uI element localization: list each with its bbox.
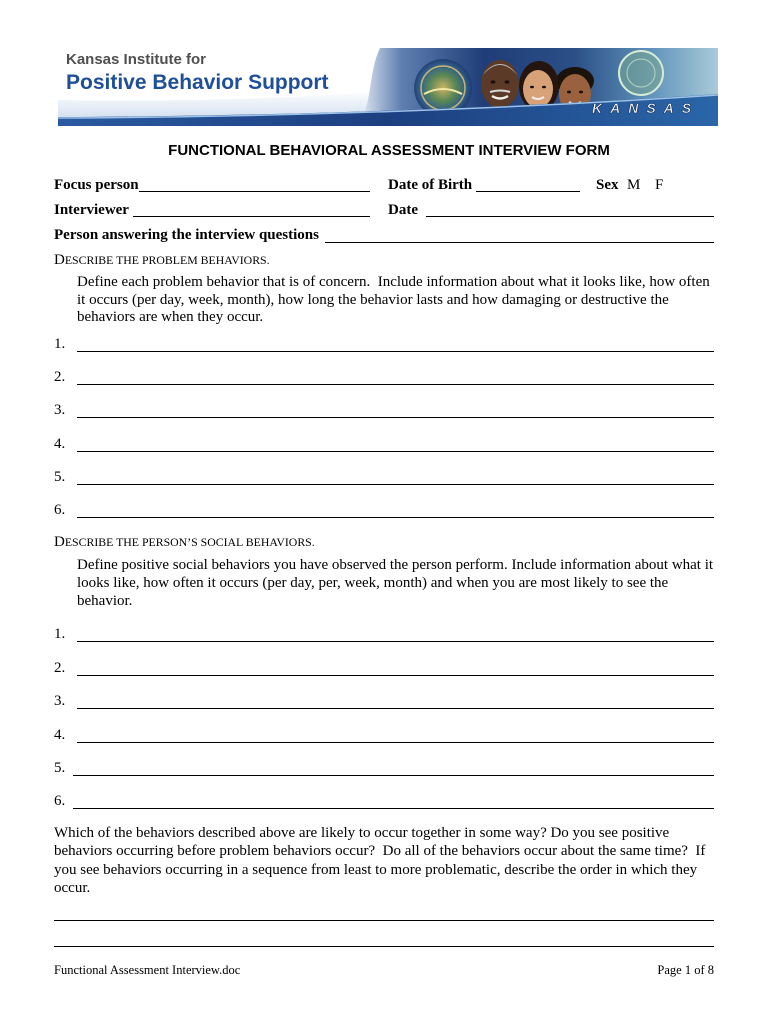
problem-behavior-answer-1[interactable] [77, 336, 714, 352]
co-occurrence-answer-2[interactable] [54, 931, 714, 947]
problem-behavior-answer-3[interactable] [77, 402, 714, 418]
problem-behavior-item [54, 369, 714, 386]
question-line: Which of the behaviors described above are likely to occur together in some way? Do you see positive [54, 824, 670, 841]
focus-person-label: Focus person [54, 176, 139, 193]
item-number: 6. [54, 502, 66, 518]
social-behavior-answer-3[interactable] [77, 693, 714, 709]
instruction-line: behaviors are when they occur. [77, 309, 264, 326]
problem-behavior-item [54, 336, 714, 353]
person-photo-woman [519, 61, 559, 111]
problem-behavior-item [54, 402, 714, 419]
item-number: 1. [54, 335, 66, 352]
social-behaviors-instructions [77, 556, 713, 610]
sex-label: Sex [596, 176, 619, 193]
problem-behaviors-instructions [77, 274, 710, 327]
social-behavior-answer-4[interactable] [77, 727, 714, 743]
document-title: FUNCTIONAL BEHAVIORAL ASSESSMENT INTERVIEW FORM [168, 141, 610, 159]
date-of-birth-label: Date of Birth [388, 176, 473, 193]
state-seal-outline [619, 51, 663, 95]
social-behavior-answer-5[interactable] [73, 760, 714, 776]
social-behavior-item [54, 660, 714, 677]
item-number: 4. [54, 435, 66, 452]
instruction-line: Define each problem behavior that is of concern. Include information about what it looks like, how often [77, 274, 710, 291]
question-line: behaviors occurring before problem behaviors occur? Do all of the behaviors occur about the same time? If [54, 843, 706, 860]
org-name-line1: Kansas Institute for [66, 51, 207, 68]
focus-person-field[interactable] [139, 176, 370, 192]
kansas-banner-text: KANSAS [592, 100, 700, 116]
header-banner [58, 48, 718, 126]
date-label: Date [388, 201, 418, 218]
social-behavior-item [54, 760, 714, 777]
footer-page-indicator: Page 1 of 8 [657, 962, 714, 977]
respondent-field[interactable] [325, 227, 714, 243]
respondent-label: Person answering the interview questions [54, 227, 319, 243]
footer-filename: Functional Assessment Interview.doc [54, 962, 241, 977]
interviewer-label: Interviewer [54, 201, 129, 218]
item-number: 5. [54, 759, 66, 776]
item-number: 2. [54, 659, 66, 676]
social-behavior-answer-1[interactable] [77, 626, 714, 642]
instruction-line: looks like, how often it occurs (per day, per, week, month) and when you are most likely to see the [77, 574, 669, 591]
date-of-birth-field[interactable] [476, 176, 580, 192]
item-number: 6. [54, 792, 66, 809]
problem-behavior-answer-4[interactable] [77, 436, 714, 452]
instruction-line: it occurs (per day, week, month), how long the behavior lasts and how damaging or destructive the [77, 291, 669, 308]
social-behaviors-heading: DESCRIBE THE PERSON’S SOCIAL BEHAVIORS. [54, 533, 315, 550]
social-behavior-item [54, 693, 714, 710]
co-occurrence-question [54, 824, 705, 898]
interviewer-field[interactable] [133, 201, 370, 217]
item-number: 4. [54, 726, 66, 743]
org-name-line2: Positive Behavior Support [66, 71, 329, 94]
social-behavior-item [54, 793, 714, 810]
problem-behavior-item [54, 436, 714, 453]
sex-option-m[interactable]: M [627, 176, 641, 193]
social-behavior-answer-2[interactable] [77, 660, 714, 676]
problem-behavior-item [54, 469, 714, 486]
problem-behavior-answer-2[interactable] [77, 369, 714, 385]
question-line: you see behaviors occurring in a sequence from least to more problematic, describe the order in which they [54, 861, 698, 878]
date-field[interactable] [426, 201, 714, 217]
item-number: 3. [54, 692, 66, 709]
problem-behavior-answer-5[interactable] [77, 469, 714, 485]
social-behavior-answer-6[interactable] [73, 793, 714, 809]
co-occurrence-answer-1[interactable] [54, 905, 714, 921]
item-number: 1. [54, 625, 66, 642]
instruction-line: Define positive social behaviors you have observed the person perform. Include information about what it [77, 556, 714, 573]
problem-behaviors-heading: DESCRIBE THE PROBLEM BEHAVIORS. [54, 251, 270, 268]
social-behavior-item [54, 727, 714, 744]
social-behavior-item [54, 626, 714, 643]
item-number: 3. [54, 402, 66, 418]
problem-behavior-answer-6[interactable] [77, 502, 714, 518]
sex-option-f[interactable]: F [655, 176, 664, 193]
instruction-line: behavior. [77, 592, 133, 609]
item-number: 2. [54, 368, 66, 385]
item-number: 5. [54, 468, 66, 485]
problem-behavior-item [54, 502, 714, 519]
question-line: occur. [54, 880, 91, 897]
